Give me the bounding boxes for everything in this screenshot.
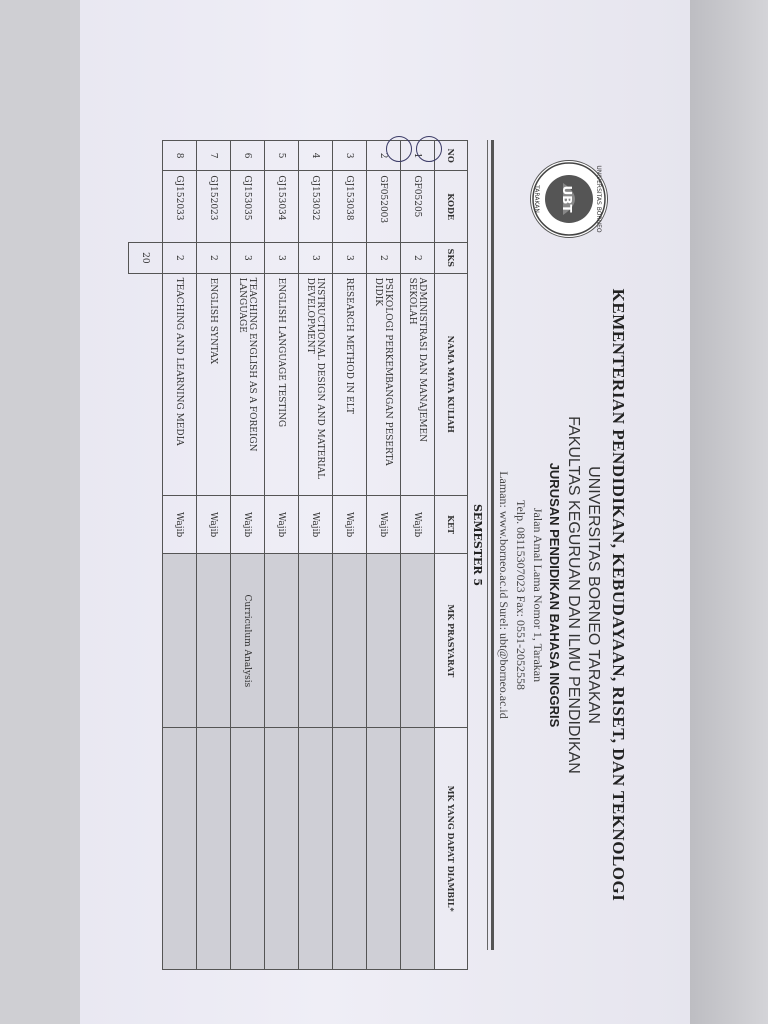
cell-nama: ADMINISTRASI DAN MANAJEMEN SEKOLAH: [401, 273, 435, 495]
table-row: [231, 141, 265, 970]
header-divider: [491, 140, 494, 950]
table-row: [367, 141, 401, 970]
background-surface: [690, 0, 768, 1024]
cell-no: 3: [333, 141, 367, 171]
col-sks: SKS: [435, 242, 468, 273]
cell-mk-dapat: [333, 728, 367, 970]
cell-prasyarat: [197, 554, 231, 728]
address-line: Jalan Amal Lama Nomor 1, Tarakan: [531, 507, 545, 683]
ministry-title: KEMENTERIAN PENDIDIKAN, KEBUDAYAAN, RISET, DAN TEKNOLOGI: [609, 288, 628, 902]
cell-prasyarat: [265, 554, 299, 728]
cell-ket: Wajib: [197, 495, 231, 554]
cell-kode: GF05205: [401, 171, 435, 243]
rotated-document: [140, 120, 634, 970]
col-no: NO: [435, 141, 468, 171]
cell-no: 5: [265, 141, 299, 171]
cell-nama: ENGLISH LANGUAGE TESTING: [265, 273, 299, 495]
cell-kode: GJ153032: [299, 171, 333, 243]
cell-prasyarat: [401, 554, 435, 728]
cell-ket: Wajib: [333, 495, 367, 554]
cell-no: 8: [163, 141, 197, 171]
cell-kode: GJ152033: [163, 171, 197, 243]
cell-ket: Wajib: [367, 495, 401, 554]
cell-ket: Wajib: [299, 495, 333, 554]
phone-line: Telp. 08115307023 Fax: 0551-2052558: [514, 499, 528, 691]
cell-sks: 3: [333, 242, 367, 273]
cell-mk-dapat: [401, 728, 435, 970]
cell-mk-dapat: [231, 728, 265, 970]
total-row: [129, 141, 163, 970]
cell-sks: 3: [231, 242, 265, 273]
cell-nama: RESEARCH METHOD IN ELT: [333, 273, 367, 495]
cell-mk-dapat: [163, 728, 197, 970]
cell-nama: INSTRUCTIONAL DESIGN AND MATERIAL DEVELOPMENT: [299, 273, 333, 495]
cell-kode: GJ153038: [333, 171, 367, 243]
cell-prasyarat: [163, 554, 197, 728]
col-mk-dapat: MK YANG DAPAT DIAMBIL*: [435, 728, 468, 970]
total-sks: 20: [129, 242, 163, 273]
semester-heading: SEMESTER 5: [471, 503, 484, 587]
cell-prasyarat: Curriculum Analysis: [231, 554, 265, 728]
cell-prasyarat: [367, 554, 401, 728]
university-logo: [530, 160, 608, 238]
pen-circle-row-1: [416, 136, 442, 162]
cell-sks: 3: [299, 242, 333, 273]
table-row: [197, 141, 231, 970]
web-line: Laman: www.borneo.ac.id Surel: ubt@borneo.ac.id: [497, 471, 511, 719]
course-table: [128, 140, 468, 970]
cell-nama: PSIKOLOGI PERKEMBANGAN PESERTA DIDIK: [367, 273, 401, 495]
table-row: [163, 141, 197, 970]
cell-kode: GF052003: [367, 171, 401, 243]
cell-mk-dapat: [197, 728, 231, 970]
col-prasyarat: MK PRASYARAT: [435, 554, 468, 728]
svg-text:UBT: UBT: [560, 185, 574, 213]
cell-ket: Wajib: [401, 495, 435, 554]
cell-sks: 2: [197, 242, 231, 273]
cell-mk-dapat: [265, 728, 299, 970]
col-kode: KODE: [435, 171, 468, 243]
col-nama: NAMA MATA KULIAH: [435, 273, 468, 495]
cell-no: 4: [299, 141, 333, 171]
cell-sks: 2: [401, 242, 435, 273]
cell-sks: 2: [163, 242, 197, 273]
svg-text:UNIVERSITAS BORNEO: UNIVERSITAS BORNEO: [595, 165, 602, 233]
cell-no: 1: [401, 141, 435, 171]
col-ket: KET: [435, 495, 468, 554]
cell-ket: Wajib: [265, 495, 299, 554]
cell-prasyarat: [299, 554, 333, 728]
cell-no: 2: [367, 141, 401, 171]
cell-no: 6: [231, 141, 265, 171]
table-row: [299, 141, 333, 970]
table-row: [265, 141, 299, 970]
header-divider-thin: [487, 140, 488, 950]
cell-sks: 3: [265, 242, 299, 273]
cell-nama: TEACHING AND LEARNING MEDIA: [163, 273, 197, 495]
faculty-name: FAKULTAS KEGURUAN DAN ILMU PENDIDIKAN: [565, 416, 582, 774]
cell-nama: TEACHING ENGLISH AS A FOREIGN LANGUAGE: [231, 273, 265, 495]
cell-ket: Wajib: [231, 495, 265, 554]
table-header-row: [435, 141, 468, 970]
cell-nama: ENGLISH SYNTAX: [197, 273, 231, 495]
university-name: UNIVERSITAS BORNEO TARAKAN: [585, 466, 602, 724]
pen-circle-row-2: [386, 136, 412, 162]
table-row: [401, 141, 435, 970]
cell-mk-dapat: [299, 728, 333, 970]
cell-kode: GJ153035: [231, 171, 265, 243]
table-row: [333, 141, 367, 970]
cell-kode: GJ152023: [197, 171, 231, 243]
cell-ket: Wajib: [163, 495, 197, 554]
logo-seal-icon: [531, 161, 607, 237]
department-name: JURUSAN PENDIDIKAN BAHASA INGGRIS: [547, 462, 562, 728]
cell-no: 7: [197, 141, 231, 171]
svg-text:TARAKAN: TARAKAN: [533, 185, 540, 213]
cell-mk-dapat: [367, 728, 401, 970]
cell-sks: 2: [367, 242, 401, 273]
cell-kode: GJ153034: [265, 171, 299, 243]
cell-prasyarat: [333, 554, 367, 728]
